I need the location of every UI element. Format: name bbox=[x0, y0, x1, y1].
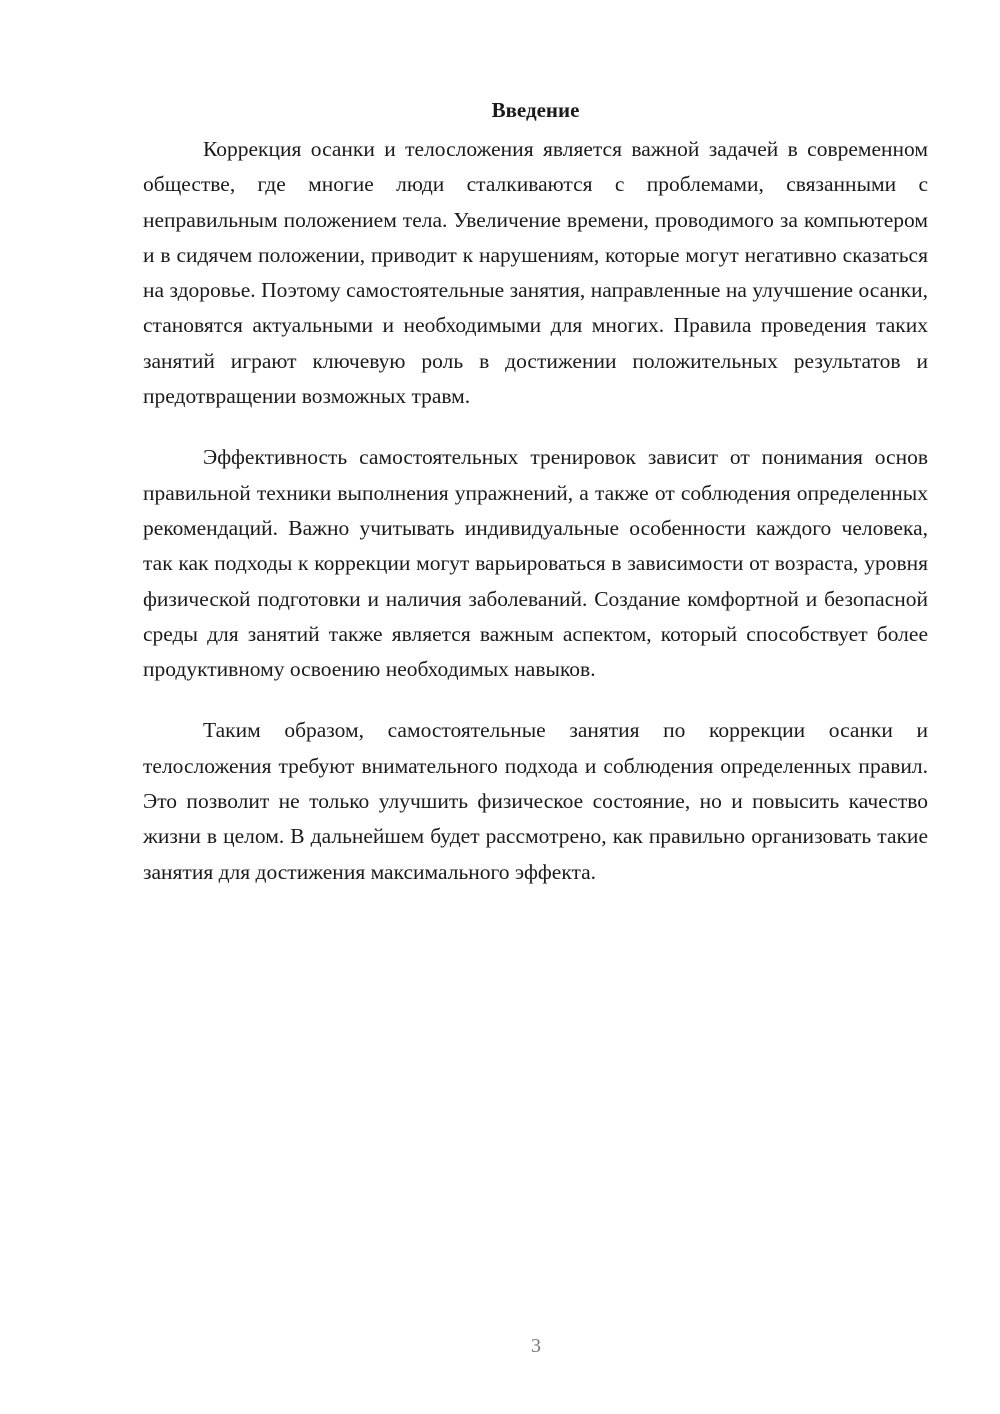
paragraph-conclusion: Таким образом, самостоятельные занятия по коррекции осанки и телосложения требуют внимательного подхода и соблюдения определенных правил. Это позволит не только улучшить физическое состояние, но и повысить качество жизни в целом. В дальнейшем будет рассмотрено, как правильно организовать такие занятия для достижения максимального эффекта. bbox=[143, 718, 928, 884]
page-content bbox=[143, 92, 928, 890]
paragraph-effectiveness: Эффективность самостоятельных тренировок зависит от понимания основ правильной техники выполнения упражнений, а также от соблюдения определенных рекомендаций. Важно учитывать индивидуальные особенности каждого человека, так как подходы к коррекции могут варьироваться в зависимости от возраста, уровня физической подготовки и наличия заболеваний. Создание комфортной и безопасной среды для занятий также является важным аспектом, который способствует более продуктивному освоению необходимых навыков. bbox=[143, 445, 928, 682]
section-title: Введение bbox=[491, 98, 580, 122]
paragraph-intro: Коррекция осанки и телосложения является важной задачей в современном обществе, где многие люди сталкиваются с проблемами, связанными с неправильным положением тела. Увеличение времени, проводимого за компьютером и в сидячем положении, приводит к нарушениям, которые могут негативно сказаться на здоровье. Поэтому самостоятельные занятия, направленные на улучшение осанки, становятся актуальными и необходимыми для многих. Правила проведения таких занятий играют ключевую роль в достижении положительных результатов и предотвращении возможных травм. bbox=[143, 137, 928, 409]
page-number: 3 bbox=[531, 1335, 541, 1357]
